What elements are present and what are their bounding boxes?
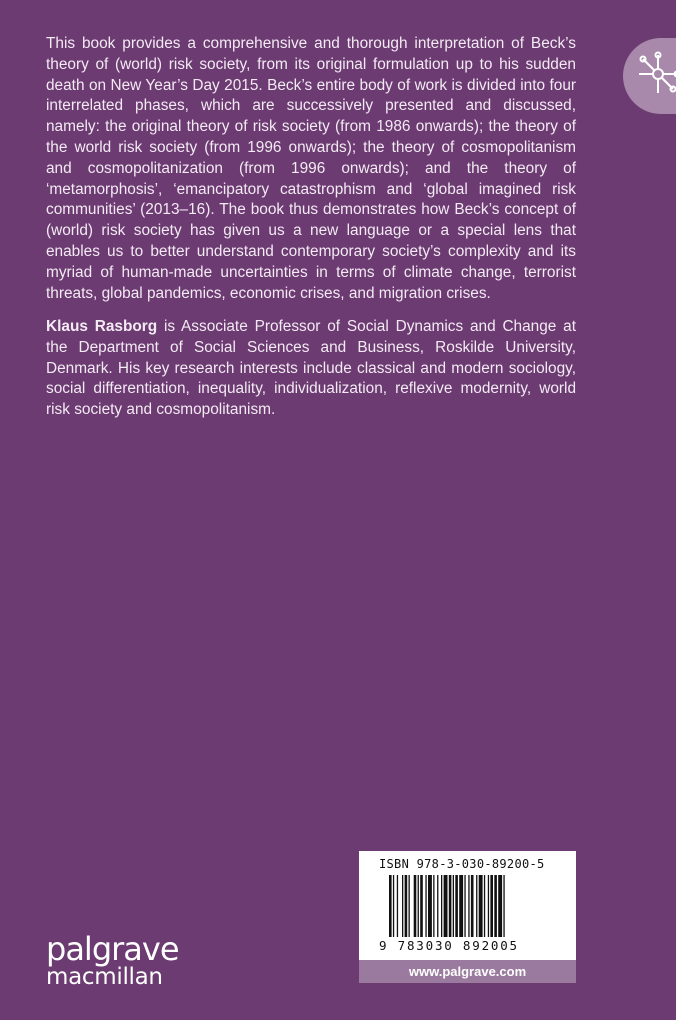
barcode-digits: 9 783030 892005 (379, 938, 519, 953)
barcode-bar (444, 875, 448, 937)
barcode-bar (484, 875, 485, 937)
barcode-bar (459, 875, 463, 937)
isbn-label: ISBN 978-3-030-89200-5 (379, 857, 545, 871)
publisher-name-line2: macmillan (46, 964, 163, 990)
barcode-bar (479, 875, 483, 937)
barcode-bar (498, 875, 502, 937)
back-cover-blurb: This book provides a comprehensive and thorough interpretation of Beck’s theory of (world) risk society, from its original formulation up to his sudden death on New Year’s Day 2015. Beck’s entire body of work is divided into four interrelated phases, which are successively presented and discussed, namely: the original theory of risk society (from 1986 onwards); the theory of the world risk society (from 1996 onwards); the theory of cosmopolitanism and cosmopolitanization (from 1996 onwards); and the theory of ‘metamorphosis’, ‘emancipatory catastrophism and ‘global imagined risk communities’ (2013–16). The book thus demonstrates how Beck’s concept of (world) risk society has given us a new language or a special lens that enables us to better understand contemporary society’s complexity and its myriad of human-made uncertainties in terms of climate change, terrorist threats, global pandemics, economic crises, and migration crises. (46, 35, 576, 302)
barcode-bar (441, 875, 442, 937)
barcode-bar (402, 875, 403, 937)
publisher-website: www.palgrave.com (359, 960, 576, 983)
barcode-bar (449, 875, 452, 937)
palgrave-network-icon (635, 51, 676, 97)
author-bio (46, 317, 576, 421)
barcode-bar (490, 875, 493, 937)
barcode-bars (389, 875, 549, 937)
barcode-bar (409, 875, 410, 937)
barcode-bar (494, 875, 497, 937)
author-name: Klaus Rasborg (46, 318, 158, 335)
barcode-bar (464, 875, 465, 937)
barcode-bar (455, 875, 458, 937)
barcode-bar (433, 875, 434, 937)
barcode-bar (437, 875, 438, 937)
barcode-bar (453, 875, 454, 937)
barcode-bar (503, 875, 504, 937)
isbn-barcode (359, 851, 576, 960)
barcode-bar (418, 875, 419, 937)
barcode-bar (389, 875, 392, 937)
barcode-bar (468, 875, 469, 937)
barcode-bar (393, 875, 394, 937)
author-bio-text: is Associate Professor of Social Dynamics and Change at the Department of Social Sciences and Business, Roskilde University, Denmark. His key research interests include classical and modern sociology, social differentiation, inequality, individualization, reflexive modernity, world risk society and cosmopolitanism. (46, 318, 576, 419)
barcode-bar (471, 875, 474, 937)
palgrave-logo-badge (623, 38, 676, 114)
barcode-bar (405, 875, 408, 937)
barcode-bar (414, 875, 417, 937)
publisher-logo (46, 930, 179, 990)
barcode-bar (397, 875, 398, 937)
publisher-name-line1: palgrave (46, 930, 179, 968)
barcode-bar (488, 875, 489, 937)
barcode-bar (420, 875, 423, 937)
barcode-bar (428, 875, 432, 937)
barcode-bar (425, 875, 426, 937)
barcode-bar (476, 875, 477, 937)
